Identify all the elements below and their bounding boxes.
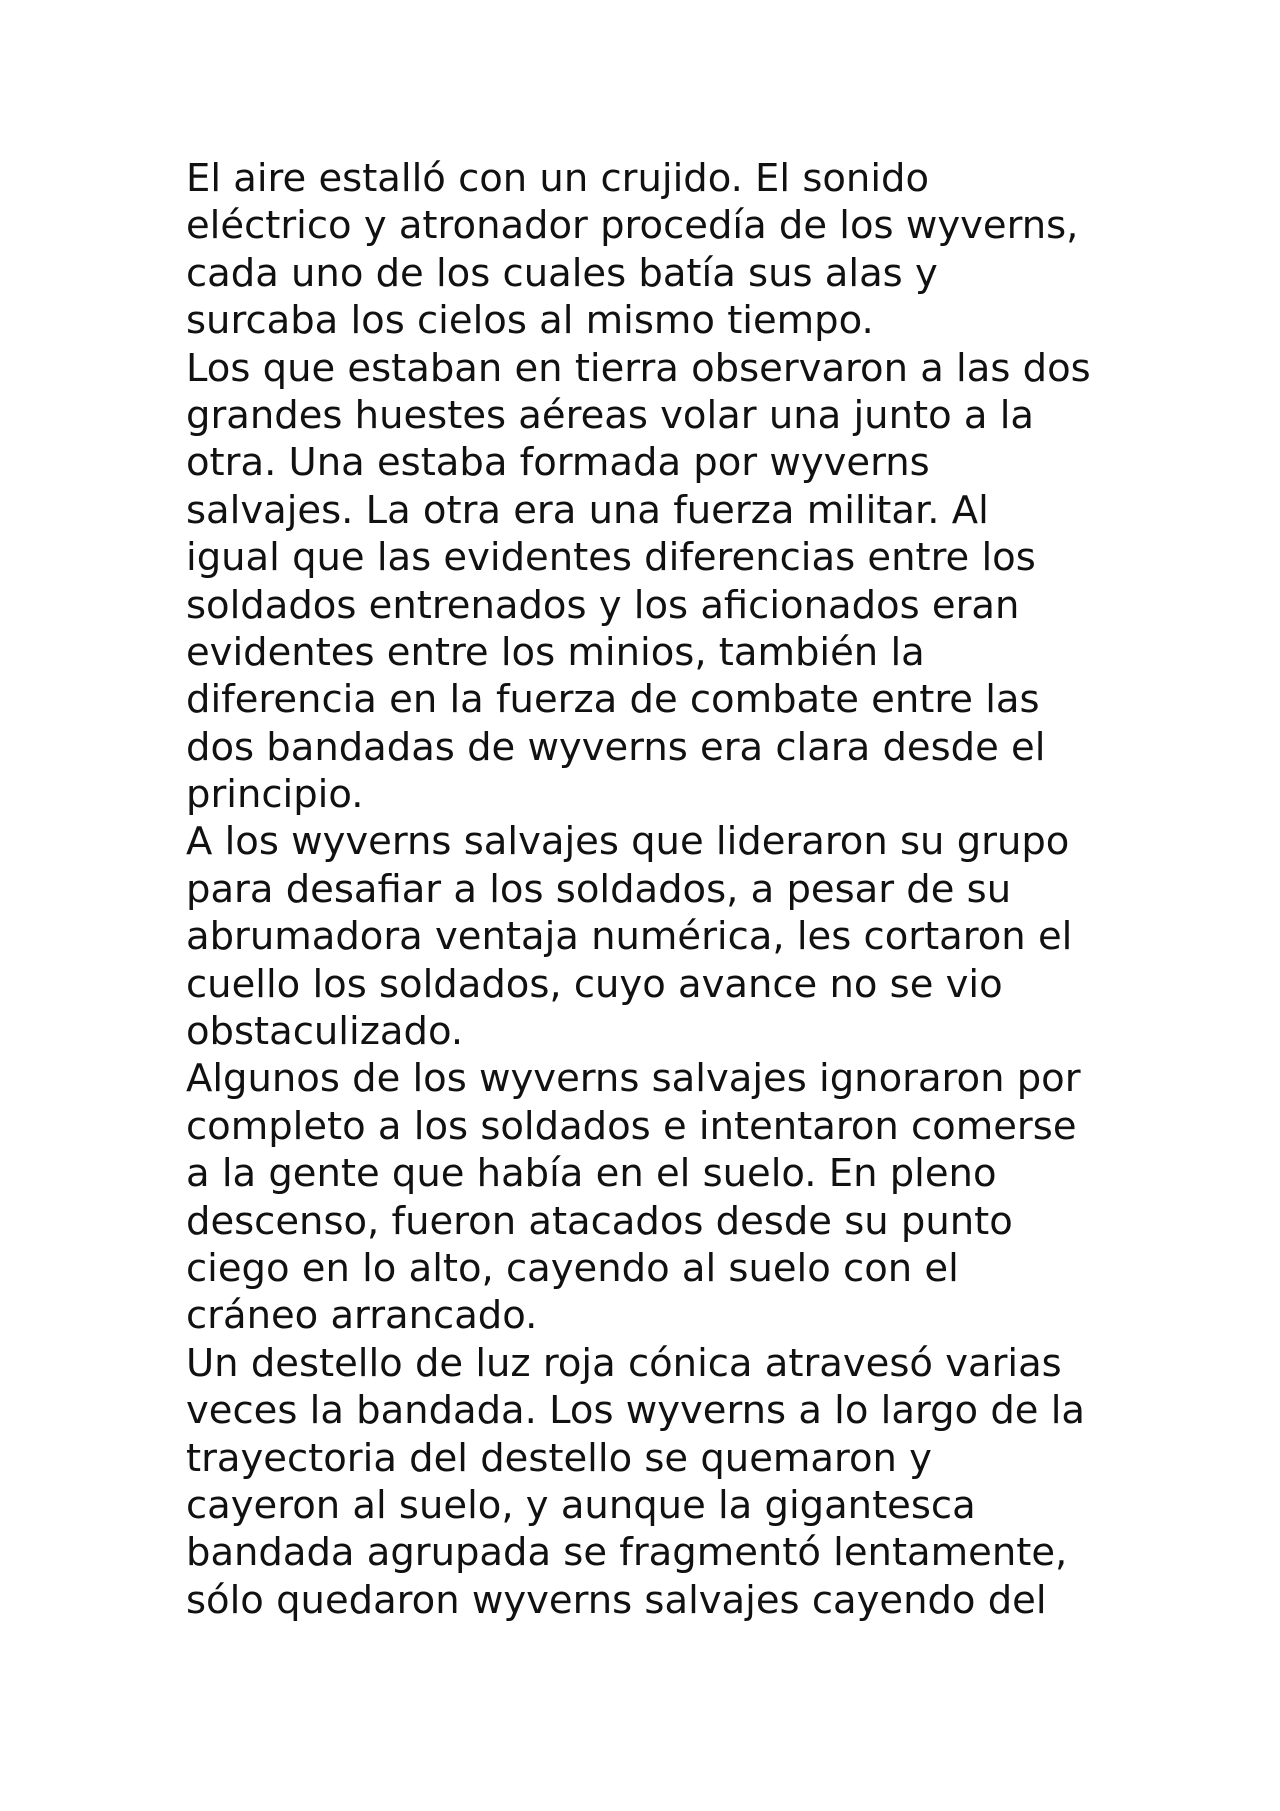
text-line: A los wyverns salvajes que lideraron su grupo: [186, 819, 1070, 865]
text-line: cráneo arrancado.: [186, 1293, 538, 1339]
text-line: grandes huestes aéreas volar una junto a la: [186, 392, 1034, 438]
text-line: abrumadora ventaja numérica, les cortaron el: [186, 914, 1073, 960]
text-line: evidentes entre los minios, también la: [186, 629, 925, 675]
text-line: descenso, fueron atacados desde su punto: [186, 1198, 1013, 1244]
text-line: igual que las evidentes diferencias entre los: [186, 535, 1036, 581]
text-line: completo a los soldados e intentaron comerse: [186, 1103, 1077, 1149]
text-line: para desafiar a los soldados, a pesar de su: [186, 866, 1012, 912]
body-text: [186, 155, 1146, 1624]
text-line: cada uno de los cuales batía sus alas y: [186, 250, 938, 296]
text-line: Un destello de luz roja cónica atravesó varias: [186, 1340, 1062, 1386]
text-line: dos bandadas de wyverns era clara desde el: [186, 724, 1046, 770]
text-line: cuello los soldados, cuyo avance no se vio: [186, 961, 1003, 1007]
text-line: eléctrico y atronador procedía de los wyverns,: [186, 203, 1079, 249]
text-line: otra. Una estaba formada por wyverns: [186, 440, 930, 486]
text-line: obstaculizado.: [186, 1009, 464, 1055]
text-line: veces la bandada. Los wyverns a lo largo de la: [186, 1388, 1085, 1434]
text-line: a la gente que había en el suelo. En pleno: [186, 1151, 997, 1197]
text-line: principio.: [186, 772, 364, 818]
text-line: surcaba los cielos al mismo tiempo.: [186, 298, 874, 344]
text-line: soldados entrenados y los aficionados eran: [186, 582, 1020, 628]
text-line: trayectoria del destello se quemaron y: [186, 1435, 932, 1481]
text-line: salvajes. La otra era una fuerza militar. Al: [186, 487, 989, 533]
text-line: ciego en lo alto, cayendo al suelo con el: [186, 1245, 959, 1291]
text-line: El aire estalló con un crujido. El sonido: [186, 156, 930, 201]
text-line: bandada agrupada se fragmentó lentamente,: [186, 1530, 1068, 1576]
text-line: Algunos de los wyverns salvajes ignoraron por: [186, 1056, 1081, 1102]
text-line: sólo quedaron wyverns salvajes cayendo del: [186, 1577, 1047, 1623]
text-line: diferencia en la fuerza de combate entre las: [186, 677, 1040, 723]
text-line: cayeron al suelo, y aunque la gigantesca: [186, 1482, 976, 1528]
text-line: Los que estaban en tierra observaron a las dos: [186, 345, 1091, 391]
